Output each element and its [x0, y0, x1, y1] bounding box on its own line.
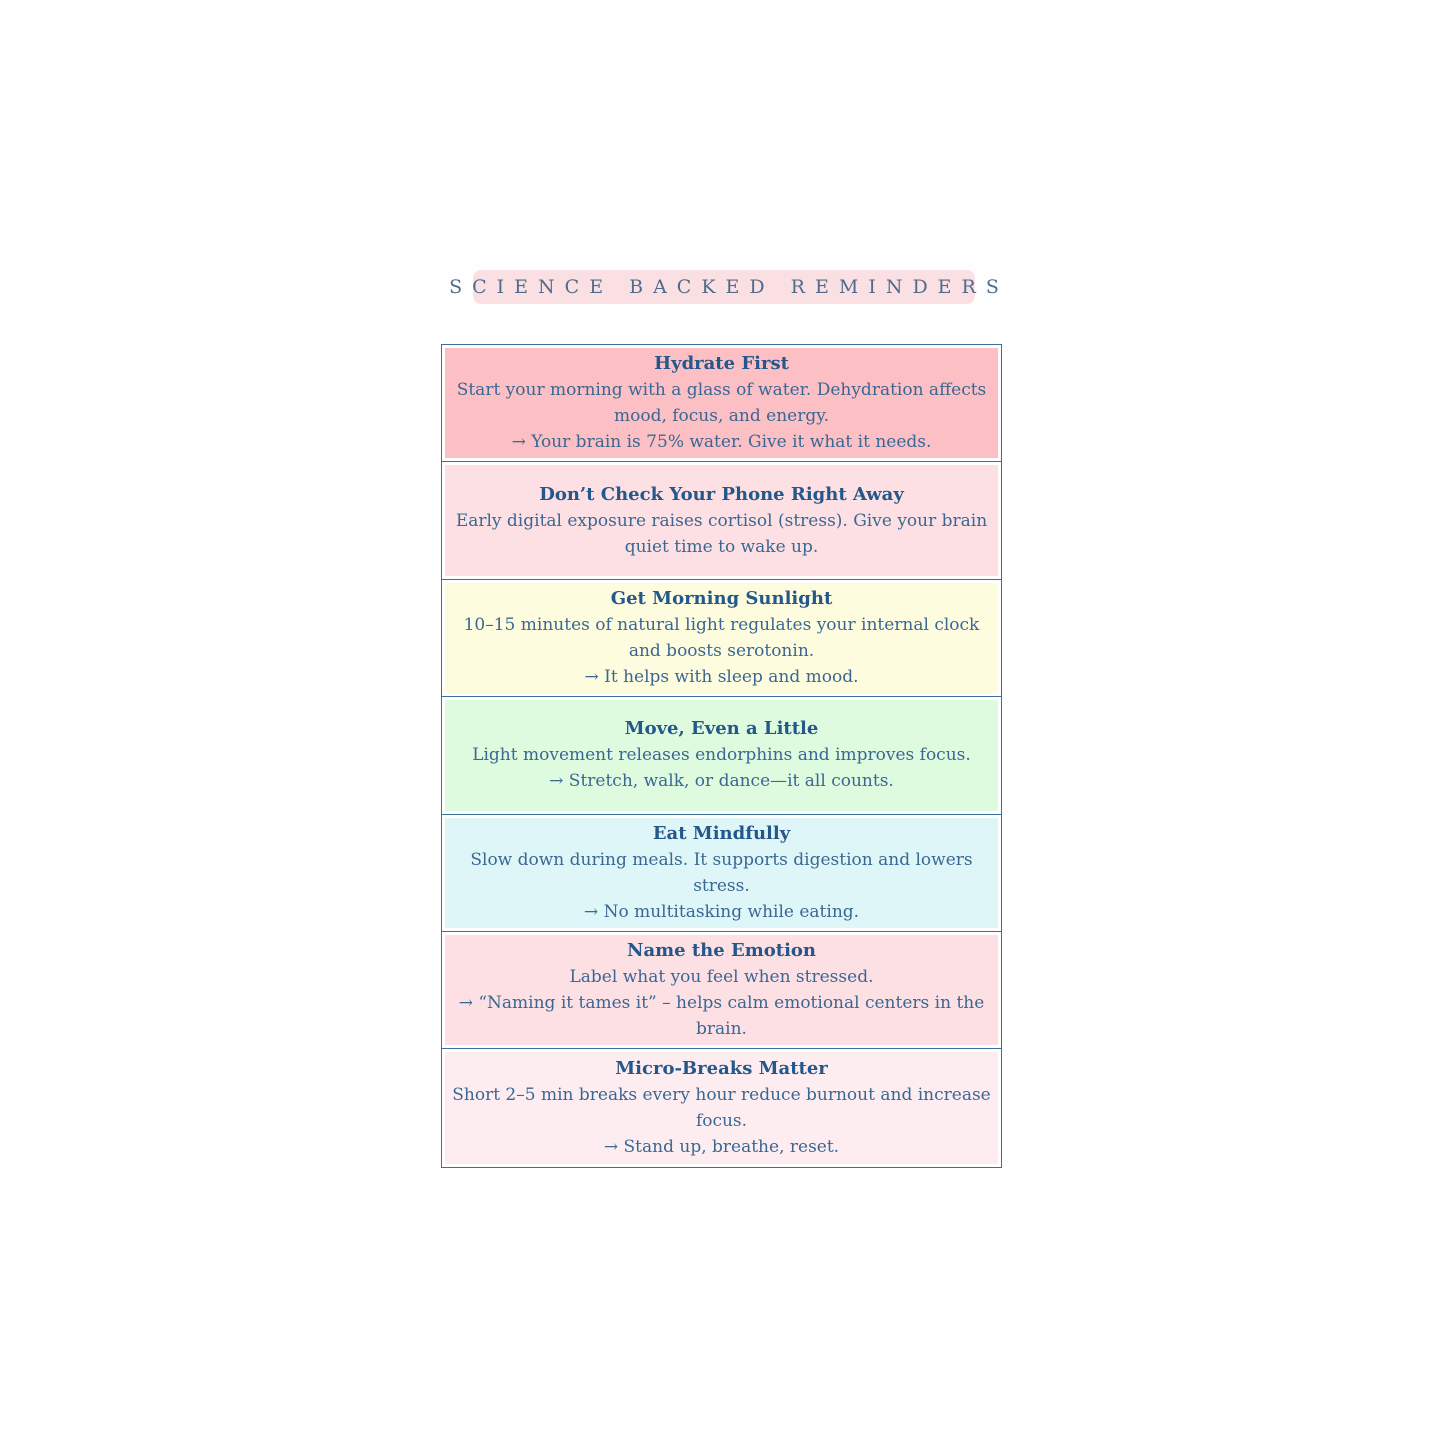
reminder-cell: [445, 700, 998, 810]
table-row: [442, 697, 1001, 814]
reminder-body: Start your morning with a glass of water. Dehydration affects mood, focus, and energy.: [456, 380, 987, 427]
reminder-title: Name the Emotion: [626, 940, 817, 962]
reminder-title: Move, Even a Little: [624, 718, 819, 740]
reminder-note: → Stand up, breathe, reset.: [603, 1137, 840, 1158]
page-title: SCIENCE BACKED REMINDERS: [449, 276, 1009, 298]
reminder-title: Micro-Breaks Matter: [615, 1058, 828, 1080]
reminder-note: → “Naming it tames it” – helps calm emotional centers in the brain.: [458, 993, 985, 1040]
reminder-title: Don’t Check Your Phone Right Away: [539, 483, 904, 505]
reminder-body: Slow down during meals. It supports digestion and lowers stress.: [470, 849, 973, 896]
reminder-cell: [445, 348, 998, 458]
reminder-note: → Your brain is 75% water. Give it what it needs.: [511, 432, 932, 453]
table-row: [442, 462, 1001, 579]
reminder-note: → It helps with sleep and mood.: [584, 666, 859, 687]
reminder-title: Get Morning Sunlight: [610, 587, 833, 609]
reminder-cell: [445, 583, 998, 693]
reminder-body: 10–15 minutes of natural light regulates your internal clock and boosts serotonin.: [463, 614, 980, 661]
reminder-title: Eat Mindfully: [652, 822, 791, 844]
table-row: [442, 932, 1001, 1049]
reminders-table: [441, 344, 1002, 1168]
reminder-note: → No multitasking while eating.: [583, 901, 860, 922]
table-row: [442, 815, 1001, 932]
table-row: [442, 1049, 1001, 1166]
reminder-cell: [445, 1052, 998, 1163]
reminder-body: Label what you feel when stressed.: [569, 967, 874, 988]
reminder-body: Light movement releases endorphins and improves focus.: [472, 745, 971, 766]
table-row: [442, 345, 1001, 462]
title-banner: [449, 270, 1009, 304]
reminder-body: Early digital exposure raises cortisol (stress). Give your brain quiet time to wake up.: [455, 510, 988, 557]
reminder-cell: [445, 465, 998, 575]
reminder-cell: [445, 818, 998, 928]
reminder-body: Short 2–5 min breaks every hour reduce burnout and increase focus.: [452, 1085, 991, 1132]
table-row: [442, 580, 1001, 697]
reminder-cell: [445, 935, 998, 1045]
reminder-note: → Stretch, walk, or dance—it all counts.: [549, 771, 894, 792]
reminder-title: Hydrate First: [654, 353, 789, 375]
